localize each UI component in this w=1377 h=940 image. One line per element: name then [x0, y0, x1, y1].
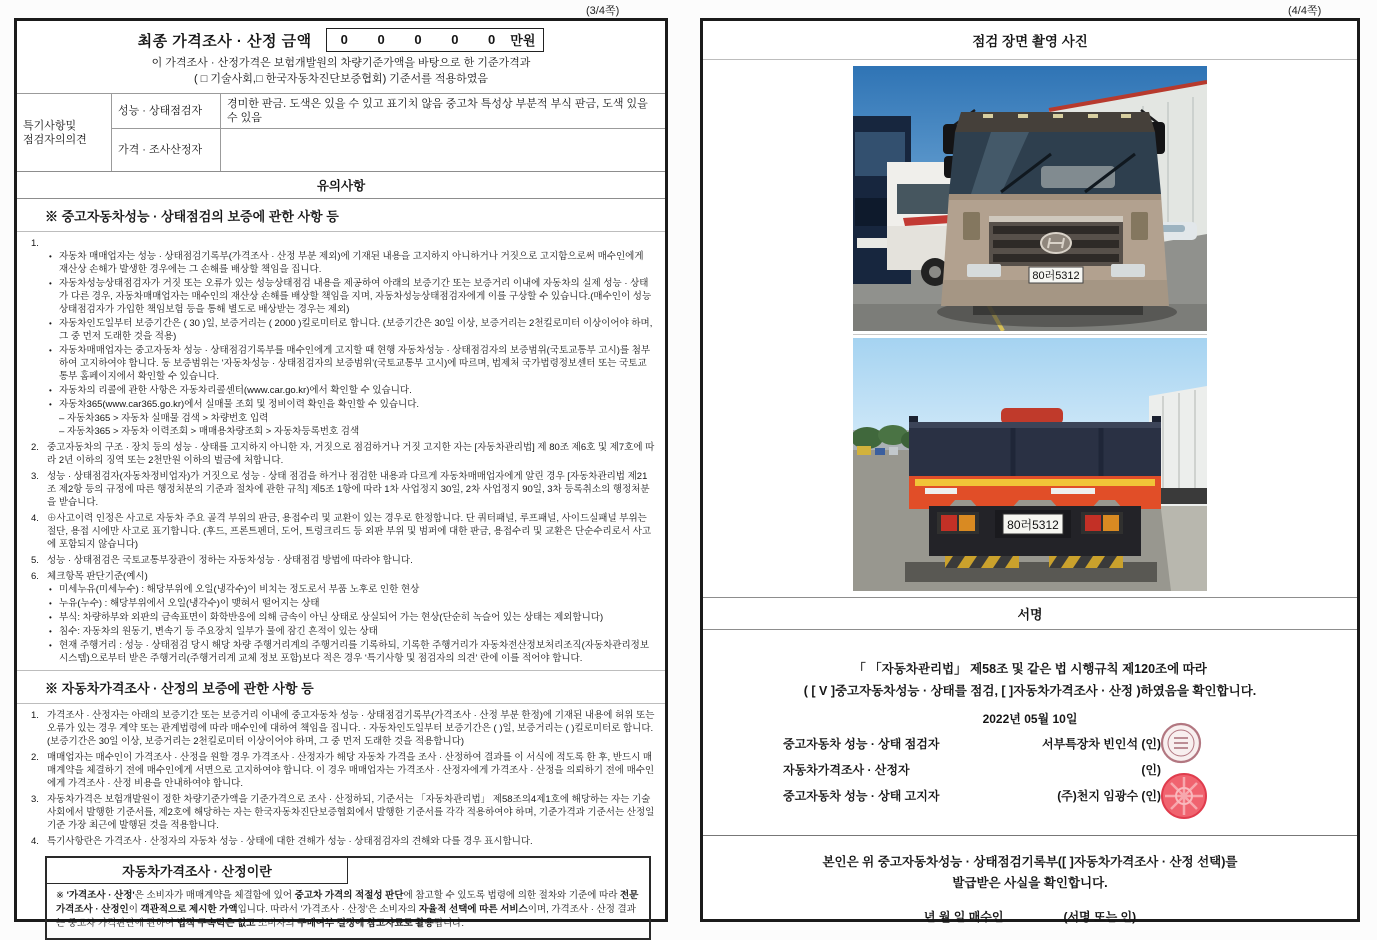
- signer-label: 중고자동차 성능 · 상태 고지자: [783, 789, 940, 803]
- marker-light: [1121, 114, 1131, 118]
- buyer-sign-hint: (서명 또는 인): [1063, 910, 1137, 924]
- bullet-row: [49, 250, 655, 276]
- buyer-confirmation-text: [703, 852, 1357, 894]
- subject-truck-rear: [905, 408, 1161, 582]
- bullet-marker: •: [49, 400, 52, 409]
- bullet-text: 부식: 차량하부와 외판의 금속표면이 화학반응에 의해 금속이 아닌 상태로 상실되어 가는 현상(단순히 녹슬어 있는 상태는 제외합니다): [59, 612, 604, 623]
- photos-section-title: 점검 장면 촬영 사진: [703, 21, 1357, 60]
- tail-light-amber-left: [959, 515, 975, 531]
- bullet-text: 누유(누수) : 해당부위에서 오일(냉각수)이 맺혀서 떨어지는 상태: [59, 598, 320, 609]
- bullet-text: 자동차365(www.car365.go.kr)에서 실매물 조회 및 정비이력 확인을 확인할 수 있습니다.: [59, 399, 420, 410]
- bullet-text: 자동차의 리콜에 관한 사항은 자동차리콜센터(www.car.go.kr)에서 확인할 수 있습니다.: [59, 385, 412, 396]
- marker-light: [983, 114, 993, 118]
- def-seg: 구매여부 결정에 참고자료로 활용: [297, 918, 434, 929]
- bullet-marker: •: [49, 252, 52, 261]
- bullet-text: 자동차매매업자는 중고자동차 성능 · 상태점검기록부를 매수인에게 고지할 때 현행 자동차성능 · 상태점검자의 보증범위(국토교통부 고시)를 첨부하여 고지하여야 합니다. 동 보증범위는 '자동차성능 · 상태점검자의 보증범위'(국토교통부 고시)에 따르며, 법제처 국가법령정보센터 또는 국토교통부 홈페이지에서 확인할 수 있습니다.: [59, 345, 651, 382]
- signer-value: (인): [1141, 763, 1161, 777]
- remarks-row-label: [17, 94, 112, 172]
- item-text: 성능 · 상태점검은 국토교통부장관이 정하는 자동차성능 · 상태점검 방법에 따라야 합니다.: [47, 555, 413, 566]
- item-text: 중고자동차의 구조 · 장치 등의 성능 · 상태를 고지하지 아니한 자, 거짓으로 점검하거나 거짓 고지한 자는 [자동차관리법] 제 80조 제6호 및 제7호에 따라 2년 이하의 징역 또는 2천만원 이하의 벌금에 처합니다.: [47, 442, 655, 466]
- item-number: 5.: [31, 555, 39, 566]
- item-text: 자동차가격은 보험개발원이 정한 차량기준가액을 기준가격으로 조사 · 산정하되, 기준서는 「자동차관리법」 제58조의4제1호에 해당하는 자는 기술사회에서 발행한 기준서를, 제2호에 해당하는 자는 한국자동차진단보증협회에서 발행한 기준서를 각각 적용하여야 하며, 기준가격과 기준서는 산정일 기준 가장 최근에 발행된 것을 적용합니다.: [47, 794, 655, 831]
- list-item: [31, 709, 655, 748]
- yellow-stripe: [915, 479, 1155, 486]
- list-item: [31, 751, 655, 790]
- list-item: [31, 793, 655, 832]
- table-row: [17, 129, 665, 172]
- def-seg: 에 참고할 수 있도록 법령에 의한 절차와 기준에 따라: [403, 890, 621, 901]
- signature-row-notifier: [783, 783, 1161, 809]
- def-seg: 법적 구속력은 없고: [176, 918, 256, 929]
- section-a-list: [17, 232, 665, 666]
- final-price-row: [17, 21, 665, 52]
- buyer-confirmation-box: [703, 835, 1357, 925]
- bullet-marker: •: [49, 627, 52, 636]
- bullet-text: 자동차 매매업자는 성능 · 상태점검기록부(가격조사 · 산정 부분 제외)에 기재된 내용을 고지하지 아니하거나 거짓으로 고지함으로써 매수인에게 재산상 손해가 발생한 경우에는 그 손해를 배상할 책임을 집니다.: [59, 251, 644, 275]
- item-text: 특기사항란은 가격조사 · 산정자의 자동차 성능 · 상태에 대한 견해가 성능 · 상태점검자의 견해와 다를 경우 표시합니다.: [47, 836, 533, 847]
- bullet-row: [49, 344, 655, 383]
- def-seg: 전문 가격조사 · 산정인: [56, 890, 639, 915]
- section-b-list: [17, 704, 665, 848]
- item-number: 3.: [31, 794, 39, 805]
- bullet-row: [49, 398, 655, 411]
- final-price-note-line1: 이 가격조사 · 산정가격은 보험개발원의 차량기준가액을 바탕으로 한 기준가격과: [151, 57, 531, 69]
- grille-chrome: [989, 216, 1123, 222]
- inspector-label-cell: 성능 · 상태점검자: [112, 94, 221, 129]
- signature-date: 2022년 05월 10일: [982, 712, 1078, 726]
- signer-label: 자동차가격조사 · 산정자: [783, 763, 910, 777]
- bullet-row: [49, 597, 655, 610]
- bullet-marker: •: [49, 386, 52, 395]
- right-intake: [1131, 212, 1148, 240]
- red-tank-top: [1001, 408, 1063, 424]
- item-number: 6.: [31, 571, 39, 582]
- bullet-marker: •: [49, 585, 52, 594]
- bullet-text: 자동차인도일부터 보증기간은 ( 30 )일, 보증거리는 ( 2000 )킬로미터로 합니다. (보증기간은 30일 이상, 보증거리는 2천킬로미터 이상이어야 하며, 그 중 먼저 도래한 것을 적용): [59, 318, 653, 342]
- remarks-label-line1: 특기사항및: [23, 119, 77, 132]
- marker-light: [1088, 114, 1098, 118]
- item-text: 가격조사 · 산정자는 아래의 보증기간 또는 보증거리 이내에 중고자동차 성능 · 상태점검기록부(가격조사 · 산정 부분 한정)에 기재된 내용에 허위 또는 오류가 있는 경우 계약 또는 관계법령에 따라 매수인에 대하여 책임을 집니다. · 자동차인도일부터 보증기간은 ( )일, 보증거리는 ( )킬로미터로 합니다. (보증기간은 30일 이상, 보증거리는 2천킬로미터 이상이어야 하며, 그 중 먼저 도래한 것을 적용합니다): [47, 710, 655, 747]
- table-row: [17, 94, 665, 129]
- item-number: 4.: [31, 513, 39, 524]
- bullet-marker: •: [49, 279, 52, 288]
- under-chassis: [973, 306, 1143, 315]
- rear-photo: [853, 338, 1207, 591]
- law-line2: ( [ V ]중고자동차성능 · 상태를 점검, [ ]자동차가격조사 · 산정 )하였음을 확인합니다.: [803, 684, 1257, 698]
- appraiser-label-cell: 가격 · 조사산정자: [112, 129, 221, 172]
- amount-digits: 0 0 0 0 0: [340, 32, 509, 47]
- bullet-text: 침수: 자동차의 원동기, 변속기 등 주요장치 일부가 물에 잠긴 흔적이 있는 상태: [59, 626, 378, 637]
- item-number: 1.: [31, 710, 39, 721]
- bumper: [941, 280, 1169, 306]
- photo-divider: [853, 334, 1207, 335]
- buyer-date-row: [703, 908, 1357, 925]
- signature-row-appraiser: [783, 757, 1161, 783]
- sub-line: – 자동차365 > 자동차 실매물 검색 > 차량번호 입력: [59, 413, 269, 424]
- list-item: [31, 570, 655, 666]
- item-text: 매매업자는 매수인이 가격조사 · 산정을 원할 경우 가격조사 · 산정자가 해당 자동차 가격을 조사 · 산정하여 결과를 이 서식에 적도록 한 후, 반드시 매매계약을 체결하기 전에 매수인에게 서면으로 고지하여야 합니다. 이 경우 매매업자는 가격조사 · 산정자에게 가격조사 · 산정을 의뢰하기 전에 매수인에게 가격조사 · 산정 비용을 안내하여야 합니다.: [47, 752, 655, 789]
- signature-row-inspector: [783, 731, 1161, 757]
- bed-top-rail: [909, 422, 1161, 428]
- cab-trim: [949, 194, 1161, 200]
- bullet-text: 미세누유(미세누수) : 해당부위에 오일(냉각수)이 비치는 정도로서 부품 노후로 인한 현상: [59, 584, 420, 595]
- law-confirmation: [703, 658, 1357, 702]
- buyer-line1: 본인은 위 중고자동차성능 · 상태점검기록부([ ]자동차가격조사 · 산정 선택)를: [822, 855, 1238, 869]
- list-item: [31, 512, 655, 551]
- marker-light: [1053, 114, 1063, 118]
- marker-light: [1018, 114, 1028, 118]
- inspector-stamp-icon: [1159, 721, 1203, 765]
- def-seg: ※: [56, 890, 67, 901]
- notifier-stamp-icon: [1159, 771, 1209, 821]
- buyer-date-blanks: 년 월 일 매수인: [923, 910, 1004, 924]
- signer-value: (주)천지 임광수 (인): [1057, 789, 1161, 803]
- definition-box: [45, 856, 651, 940]
- list-item: [31, 470, 655, 509]
- def-seg: 객관적으로 제시한 가액: [140, 904, 238, 915]
- left-headlight: [967, 264, 1001, 277]
- reflective-plate-right: [1051, 488, 1095, 494]
- bullet-marker: •: [49, 346, 52, 355]
- bullet-row: [49, 384, 655, 397]
- bullet-row: [49, 639, 655, 665]
- reflective-plate-left: [925, 488, 957, 494]
- section-b-heading: ※ 자동차가격조사 · 산정의 보증에 관한 사항 등: [17, 670, 665, 704]
- item-text: 체크항목 판단기준(예시): [47, 571, 148, 582]
- bullet-marker: •: [49, 613, 52, 622]
- list-item: [31, 237, 655, 438]
- inspector-comment-cell: 경미한 판금. 도색은 있을 수 있고 표기치 않음 중고차 특성상 부분적 부식 판금, 도색 있을 수 있음: [221, 94, 666, 129]
- front-photo: [853, 66, 1207, 331]
- bullet-text: 현재 주행거리 : 성능 · 상태점검 당시 해당 차량 주행거리계의 주행거리를 기록하되, 기록한 주행거리가 자동차전산정보처리조직(자동차관리정보시스템)으로부터 받은 주행거리(주행거리계 교체 정보 포함)보다 적은 경우 '특기사항 및 점검자의 의견' 란에 이를 적어야 합니다.: [59, 640, 650, 664]
- buyer-line2: 발급받은 사실을 확인합니다.: [952, 876, 1108, 890]
- item-number: 2.: [31, 752, 39, 763]
- bullet-marker: •: [49, 319, 52, 328]
- def-seg: 됩니다.: [433, 918, 464, 929]
- item-text: 성능 · 상태점검자(자동차정비업자)가 거짓으로 성능 · 상태 점검을 하거나 점검한 내용과 다르게 자동차매매업자에게 알린 경우 [자동차관리법 제21조 제2항 등의 규정에 따른 행정처분의 기준과 절차에 관한 규칙] 제5조 1항에 따라 1차 사업정지 30일, 2차 사업정지 90일, 3차 등록취소의 행정처분을 받습니다.: [47, 471, 650, 508]
- remarks-label-line2: 점검자의의견: [23, 133, 87, 146]
- grille-slat: [993, 254, 1119, 262]
- final-price-amount-box: [326, 28, 545, 52]
- signature-section-title: 서명: [703, 597, 1357, 630]
- blue-drum: [875, 448, 885, 455]
- subject-truck-front: [937, 110, 1177, 327]
- section-a-heading: ※ 중고자동차성능 · 상태점검의 보증에 관한 사항 등: [17, 199, 665, 232]
- list-item: [31, 441, 655, 467]
- remarks-table: [17, 93, 665, 171]
- tail-light-amber-right: [1103, 515, 1119, 531]
- left-intake: [963, 212, 980, 240]
- appraiser-comment-cell: [221, 129, 666, 172]
- signer-label: 중고자동차 성능 · 상태 점검자: [783, 737, 940, 751]
- def-seg: 자율적 선택에 따른 서비스: [418, 904, 528, 915]
- white-truck-hub: [929, 266, 941, 278]
- tail-light-red-right: [1085, 515, 1101, 531]
- bullet-row: [49, 583, 655, 596]
- form-page-4: [700, 18, 1360, 922]
- def-seg: 이: [128, 904, 141, 915]
- sub-line: – 자동차365 > 자동차 이력조회 > 매매용차량조회 > 자동차등록번호 검색: [59, 426, 360, 437]
- law-line1: 「 「자동차관리법」 제58조 및 같은 법 시행규칙 제120조에 따라: [853, 662, 1207, 676]
- bullet-row: [49, 277, 655, 316]
- item-number: 3.: [31, 471, 39, 482]
- photo-container: [853, 66, 1207, 591]
- definition-box-title: 자동차가격조사 · 산정이란: [47, 858, 348, 884]
- item-body: [47, 570, 655, 666]
- def-seg: 은 소비자가 매매계약을 체결함에 있어: [134, 890, 295, 901]
- final-price-note: [17, 55, 665, 87]
- yellow-drum: [857, 446, 871, 455]
- def-seg: 이며, 가격조사 · 산정 결과는 중고차 가격판단에 관하여: [56, 904, 636, 929]
- bullet-row: [49, 625, 655, 638]
- gray-crate: [889, 447, 898, 455]
- tail-light-red-left: [941, 515, 957, 531]
- item-number: 1.: [31, 238, 39, 249]
- notice-title-bar: 유의사항: [17, 171, 665, 199]
- final-price-note-line2: ( □ 기술사회,□ 한국자동차진단보증협회) 기준서를 적용하였음: [194, 73, 488, 85]
- item-body: [47, 237, 655, 438]
- item-number: 2.: [31, 442, 39, 453]
- def-seg: 소비자의: [255, 918, 298, 929]
- item-text: ⊕사고이력 인정은 사고로 자동차 주요 골격 부위의 판금, 용접수리 및 교환이 있는 경우로 한정합니다. 단 쿼터패널, 루프패널, 사이드실패널 부위는 절단, 용접 시에만 사고로 표기합니다. (후드, 프론트펜더, 도어, 트렁크리드 등 외판 부위 및 범퍼에 대한 판금, 용접수리 및 교환은 단순수리로서 사고에 포함되지 않습니다): [47, 513, 652, 550]
- bullet-marker: •: [49, 641, 52, 650]
- def-seg: 중고차 가격의 적절성 판단: [294, 890, 404, 901]
- def-seg: 입니다. 따라서 '가격조사 · 산정'은 소비자의: [237, 904, 419, 915]
- form-page-3: [14, 18, 668, 929]
- bullet-marker: •: [49, 599, 52, 608]
- right-headlight: [1111, 264, 1145, 277]
- bullet-row: [49, 317, 655, 343]
- bed-wall: [909, 422, 1161, 476]
- list-item: [31, 835, 655, 848]
- license-plate-front-text: 80러5312: [1032, 270, 1080, 282]
- amount-unit: 만원: [510, 33, 536, 48]
- item-number: 4.: [31, 836, 39, 847]
- signer-value: 서부특장차 빈인석 (인): [1042, 737, 1161, 751]
- list-item: [31, 554, 655, 567]
- bullet-text: 자동차성능상태점검자가 거짓 또는 오류가 있는 성능상태점검 내용을 제공하여 아래의 보증기간 또는 보증거리 이내에 자동차의 실제 성능 · 상태가 다른 경우, 자동차매매업자는 매수인의 재산상 손해를 배상할 책임을 지며, 자동차성능상태점검자에게 이를 구상할 수 있습니다.(매수인이 성능상태점검자가 가입한 책임보험 등을 통해 별도로 배상받는 경우는 제외): [59, 278, 652, 315]
- final-price-title: 최종 가격조사 · 산정 금액: [137, 32, 312, 50]
- signature-rows: [783, 731, 1161, 809]
- license-plate-rear-text: 80러5312: [1007, 518, 1059, 532]
- page-number-right: (4/4쪽): [1288, 5, 1322, 17]
- def-seg: '가격조사 · 산정': [66, 890, 135, 901]
- page-number-left: (3/4쪽): [586, 5, 620, 17]
- bullet-row: [49, 611, 655, 624]
